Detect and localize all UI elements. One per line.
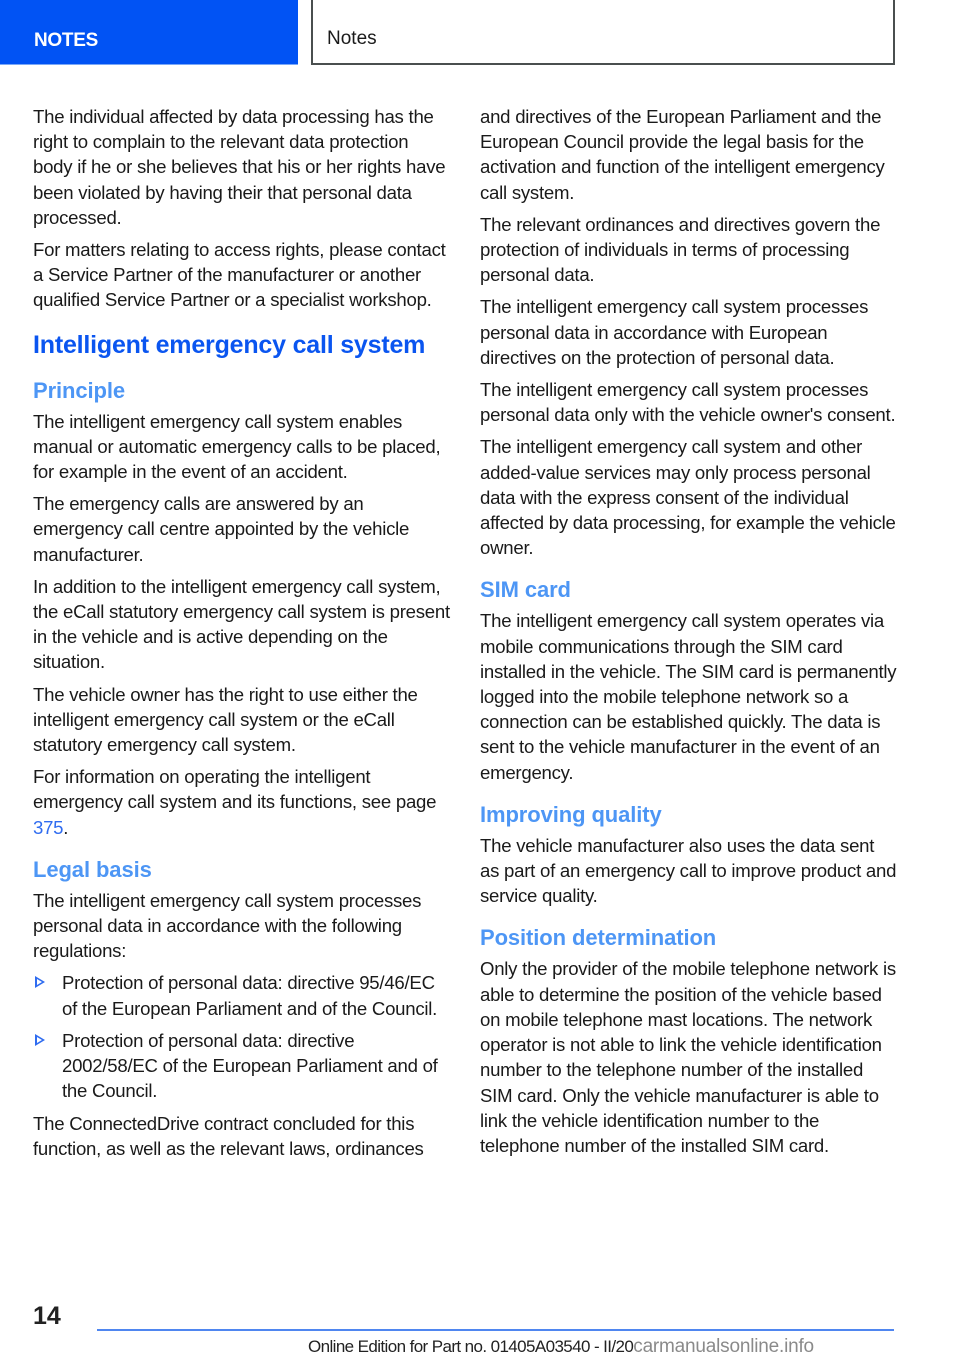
paragraph: The intelligent emergency call system processes personal data in accordance with the following regulations: <box>33 889 422 962</box>
edition-text: Online Edition for Part no. 01405A03540 - II/20 <box>308 1337 634 1356</box>
paragraph: The vehicle owner has the right to use either the intelligent emergency call system or the eCall statutory emergency call system. <box>33 683 418 756</box>
paragraph: Only the provider of the mobile telephone network is able to determine the position of the vehicle based on mobile telephone mast locations. The network operator is not able to link the vehicle identification number to the telephone number of the installed SIM card. Only the vehicle manufacturer is able to link the vehicle identification number to the telephone number of the installed SIM card. <box>480 958 896 1156</box>
subheading-position-determination: Position determination <box>480 925 717 951</box>
paragraph: For matters relating to access rights, please contact a Service Partner of the manufacturer or another qualified Service Partner or a specialist workshop. <box>33 239 446 311</box>
paragraph: The relevant ordinances and directives govern the protection of individuals in terms of processing personal data. <box>480 213 881 286</box>
footer-edition <box>308 1336 814 1358</box>
paragraph: In addition to the intelligent emergency call system, the eCall statutory emergency call system is present in the vehicle and is active depending on the situation. <box>33 575 450 673</box>
paragraph: and directives of the European Parliament and the European Council provide the legal basis for the activation and function of the intelligent emergency call system. <box>480 106 885 203</box>
footer-divider <box>97 1329 894 1331</box>
paragraph: The vehicle manufacturer also uses the data sent as part of an emergency call to improve product and service quality. <box>480 834 897 907</box>
section-heading: Intelligent emergency call system <box>33 330 426 359</box>
chapter-tab-label: NOTES <box>34 30 98 51</box>
paragraph: The intelligent emergency call system operates via mobile communications through the SIM card installed in the vehicle. The SIM card is permanently logged into the mobile telephone network so a connection can be established quickly. The data is sent to the vehicle manufacturer in the event of an emergency. <box>480 610 897 783</box>
triangle-bullet-icon <box>35 1034 45 1046</box>
right-column <box>480 104 898 1165</box>
left-column <box>33 104 451 1168</box>
paragraph: The emergency calls are answered by an emergency call centre appointed by the vehicle manufacturer. <box>33 493 410 565</box>
paragraph: The intelligent emergency call system processes personal data in accordance with European directives on the protection of personal data. <box>480 296 869 368</box>
chapter-tab[interactable] <box>0 0 298 65</box>
subheading-principle: Principle <box>33 377 126 403</box>
paragraph: The intelligent emergency call system and other added-value services may only process personal data with the express consent of the individual affected by data processing, for example the vehicle owner. <box>480 436 896 559</box>
text: . <box>63 816 69 838</box>
list-item-text: Protection of personal data: directive 95/46/EC of the European Parliament and of the Council. <box>62 972 438 1019</box>
paragraph: The individual affected by data processing has the right to complain to the relevant data protection body if he or she believes that his or her rights have been violated by having their that personal data processed. <box>33 106 446 228</box>
watermark-text: carmanualsonline.info <box>633 1336 814 1357</box>
subheading-sim-card: SIM card <box>480 577 571 603</box>
subheading-improving-quality: Improving quality <box>480 801 662 827</box>
paragraph: The intelligent emergency call system processes personal data only with the vehicle owner's consent. <box>480 379 896 426</box>
list-item <box>33 1028 451 1104</box>
subheading-legal-basis: Legal basis <box>33 856 152 882</box>
page-reference-link[interactable]: 375 <box>33 816 64 838</box>
regulations-list <box>33 970 451 1103</box>
list-item-text: Protection of personal data: directive 2002/58/EC of the European Parliament and of the Council. <box>62 1029 438 1102</box>
list-item <box>33 970 451 1020</box>
page-number: 14 <box>33 1302 61 1330</box>
section-title: Notes <box>327 28 377 49</box>
triangle-bullet-icon <box>35 976 45 988</box>
paragraph-with-page-ref <box>33 764 451 840</box>
section-title-box <box>311 0 895 65</box>
paragraph: The intelligent emergency call system enables manual or automatic emergency calls to be placed, for example in the event of an accident. <box>33 410 441 483</box>
paragraph: The ConnectedDrive contract concluded for this function, as well as the relevant laws, ordinances <box>33 1112 424 1159</box>
text: For information on operating the intelligent emergency call system and its functions, see page <box>33 766 437 813</box>
